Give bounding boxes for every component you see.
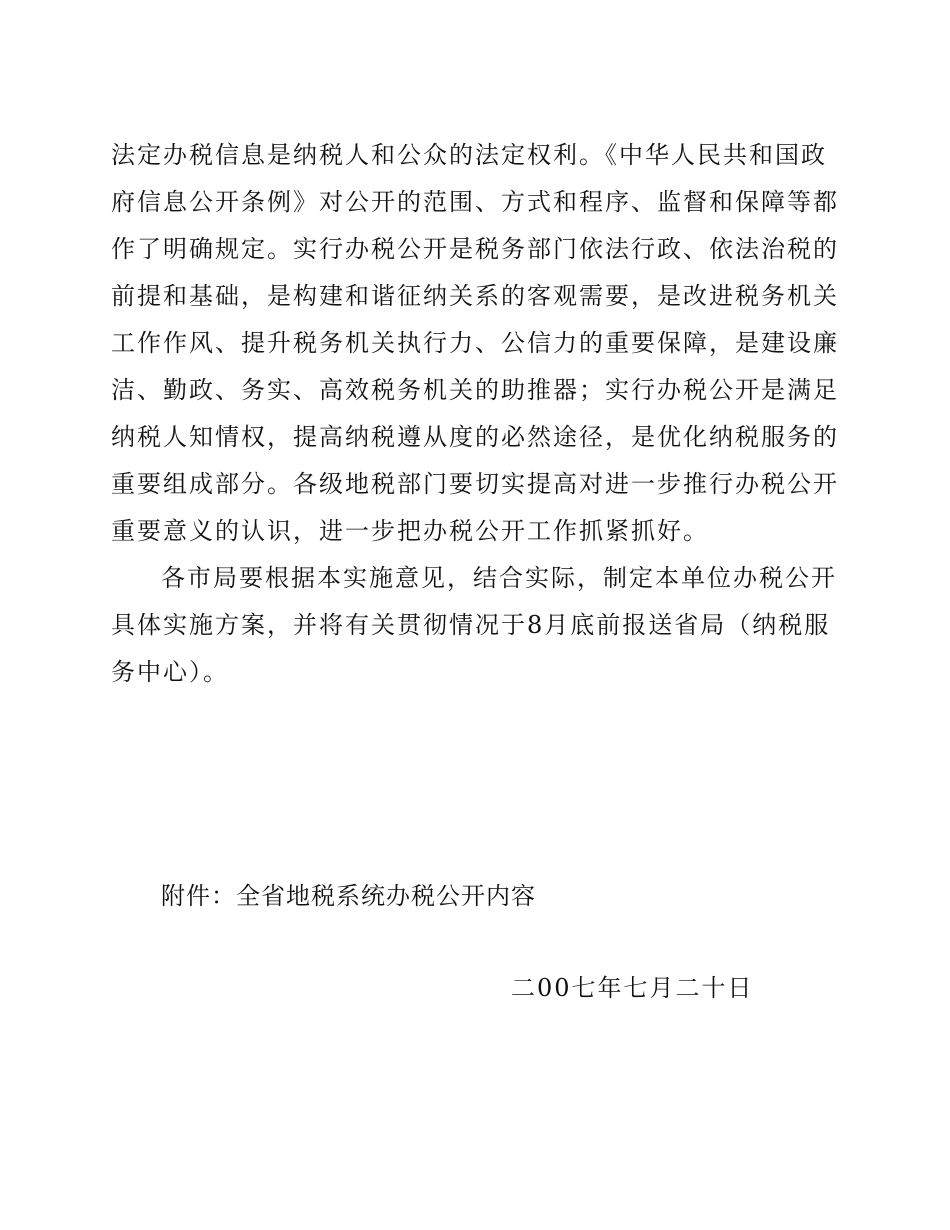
paragraph-2-line-3: 务中心）。: [111, 658, 229, 686]
paragraph-1-line-9: 重要意义的认识，进一步把办税公开工作抓紧抓好。: [111, 517, 709, 545]
paragraph-1-line-7: 纳税人知情权，提高纳税遵从度的必然途径，是优化纳税服务的: [111, 423, 839, 451]
paragraph-1-line-8: 重要组成部分。各级地税部门要切实提高对进一步推行办税公开: [111, 470, 839, 498]
paragraph-1-line-5: 工作作风、提升税务机关执行力、公信力的重要保障，是建设廉: [111, 329, 839, 357]
paragraph-2-line-2: 具体实施方案，并将有关贯彻情况于8月底前报送省局（纳税服: [111, 611, 831, 639]
paragraph-1-line-1: 法定办税信息是纳税人和公众的法定权利。《中华人民共和国政: [111, 141, 827, 169]
paragraph-1-line-6: 洁、勤政、务实、高效税务机关的助推器；实行办税公开是满足: [111, 376, 839, 404]
document-date: 二00七年七月二十日: [511, 974, 754, 1002]
paragraph-1-line-2: 府信息公开条例》对公开的范围、方式和程序、监督和保障等都: [111, 188, 839, 216]
paragraph-2-line-1: 各市局要根据本实施意见，结合实际，制定本单位办税公开: [161, 564, 837, 592]
paragraph-1-line-4: 前提和基础，是构建和谐征纳关系的客观需要，是改进税务机关: [111, 282, 839, 310]
attachment-note: 附件：全省地税系统办税公开内容: [161, 882, 536, 910]
paragraph-1-line-3: 作了明确规定。实行办税公开是税务部门依法行政、依法治税的: [111, 235, 839, 263]
